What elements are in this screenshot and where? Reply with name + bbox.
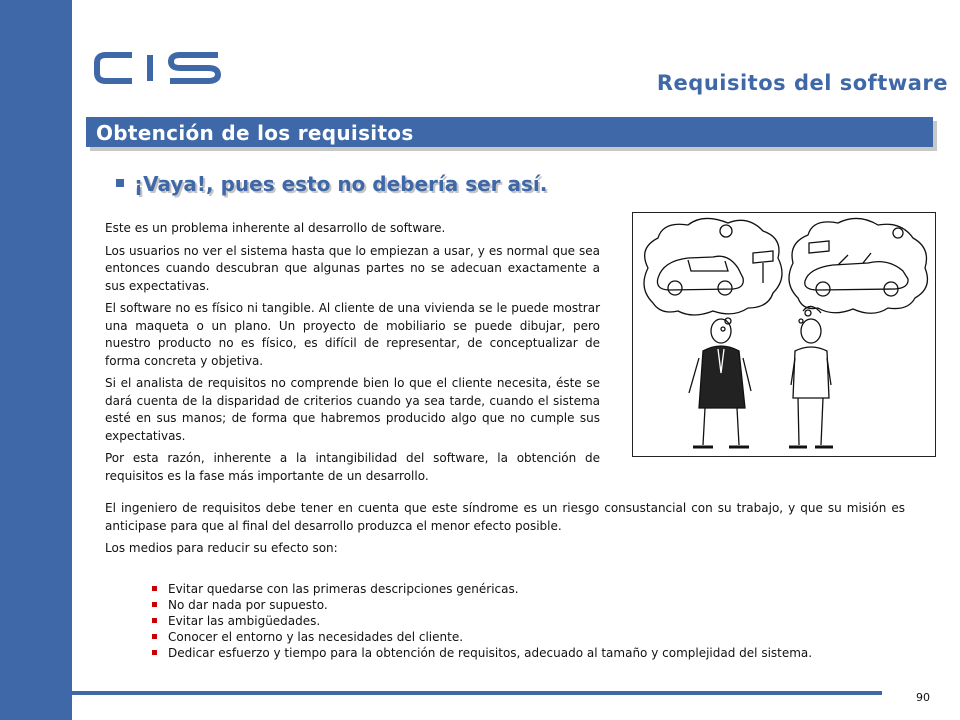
paragraph: Los medios para reducir su efecto son: [105,541,338,555]
full-width-text [105,500,905,563]
paragraph: Si el analista de requisitos no comprende bien lo que el cliente necesita, éste se dará cuenta de la disparidad de criterios cuando ya sea tarde, cuando el sistema esté en sus manos; de forma que habremos producido algo que no cumple sus expectativas. [105,376,600,443]
page-number: 90 [916,691,930,704]
paragraph: Los usuarios no ver el sistema hasta que lo empiezan a usar, y es normal que sea entonces cuando descubran que algunas partes no se adecuan exactamente a sus expectativas. [105,243,600,293]
body-text-column [105,220,600,490]
headline [116,172,547,196]
bullet-square-icon [152,650,157,655]
square-bullet-icon [116,179,124,187]
list-item: Dedicar esfuerzo y tiempo para la obtención de requisitos, adecuado al tamaño y complejidad del sistema. [152,645,812,661]
bullet-list [152,581,812,661]
cis-logo [92,50,224,86]
cartoon-illustration [632,212,936,457]
bullet-square-icon [152,586,157,591]
paragraph: El software no es físico ni tangible. Al cliente de una vivienda se le puede mostrar una maqueta o un plano. Un proyecto de mobiliario se puede dibujar, pero nuestro producto no es físico, es difícil de representar, de conceptualizar de forma concreta y objetiva. [105,301,600,368]
list-item: Evitar las ambigüedades. [152,613,812,629]
bullet-square-icon [152,634,157,639]
bullet-square-icon [152,602,157,607]
paragraph: Por esta razón, inherente a la intangibilidad del software, la obtención de requisitos es la fase más importante de un desarrollo. [105,451,600,483]
headline-text: ¡Vaya!, pues esto no debería ser así. [134,172,548,196]
paragraph: El ingeniero de requisitos debe tener en cuenta que este síndrome es un riesgo consustancial con su trabajo, y que su misión es anticipase para que al final del desarrollo produzca el menor efecto posible. [105,501,905,533]
slide-title: Obtención de los requisitos [96,121,414,145]
left-sidebar-band [0,0,72,720]
section-title: Requisitos del software [656,71,948,95]
list-item: No dar nada por supuesto. [152,597,812,613]
list-item: Evitar quedarse con las primeras descripciones genéricas. [152,581,812,597]
footer-divider [72,691,882,695]
bullet-square-icon [152,618,157,623]
list-item: Conocer el entorno y las necesidades del cliente. [152,629,812,645]
paragraph: Este es un problema inherente al desarrollo de software. [105,221,446,235]
